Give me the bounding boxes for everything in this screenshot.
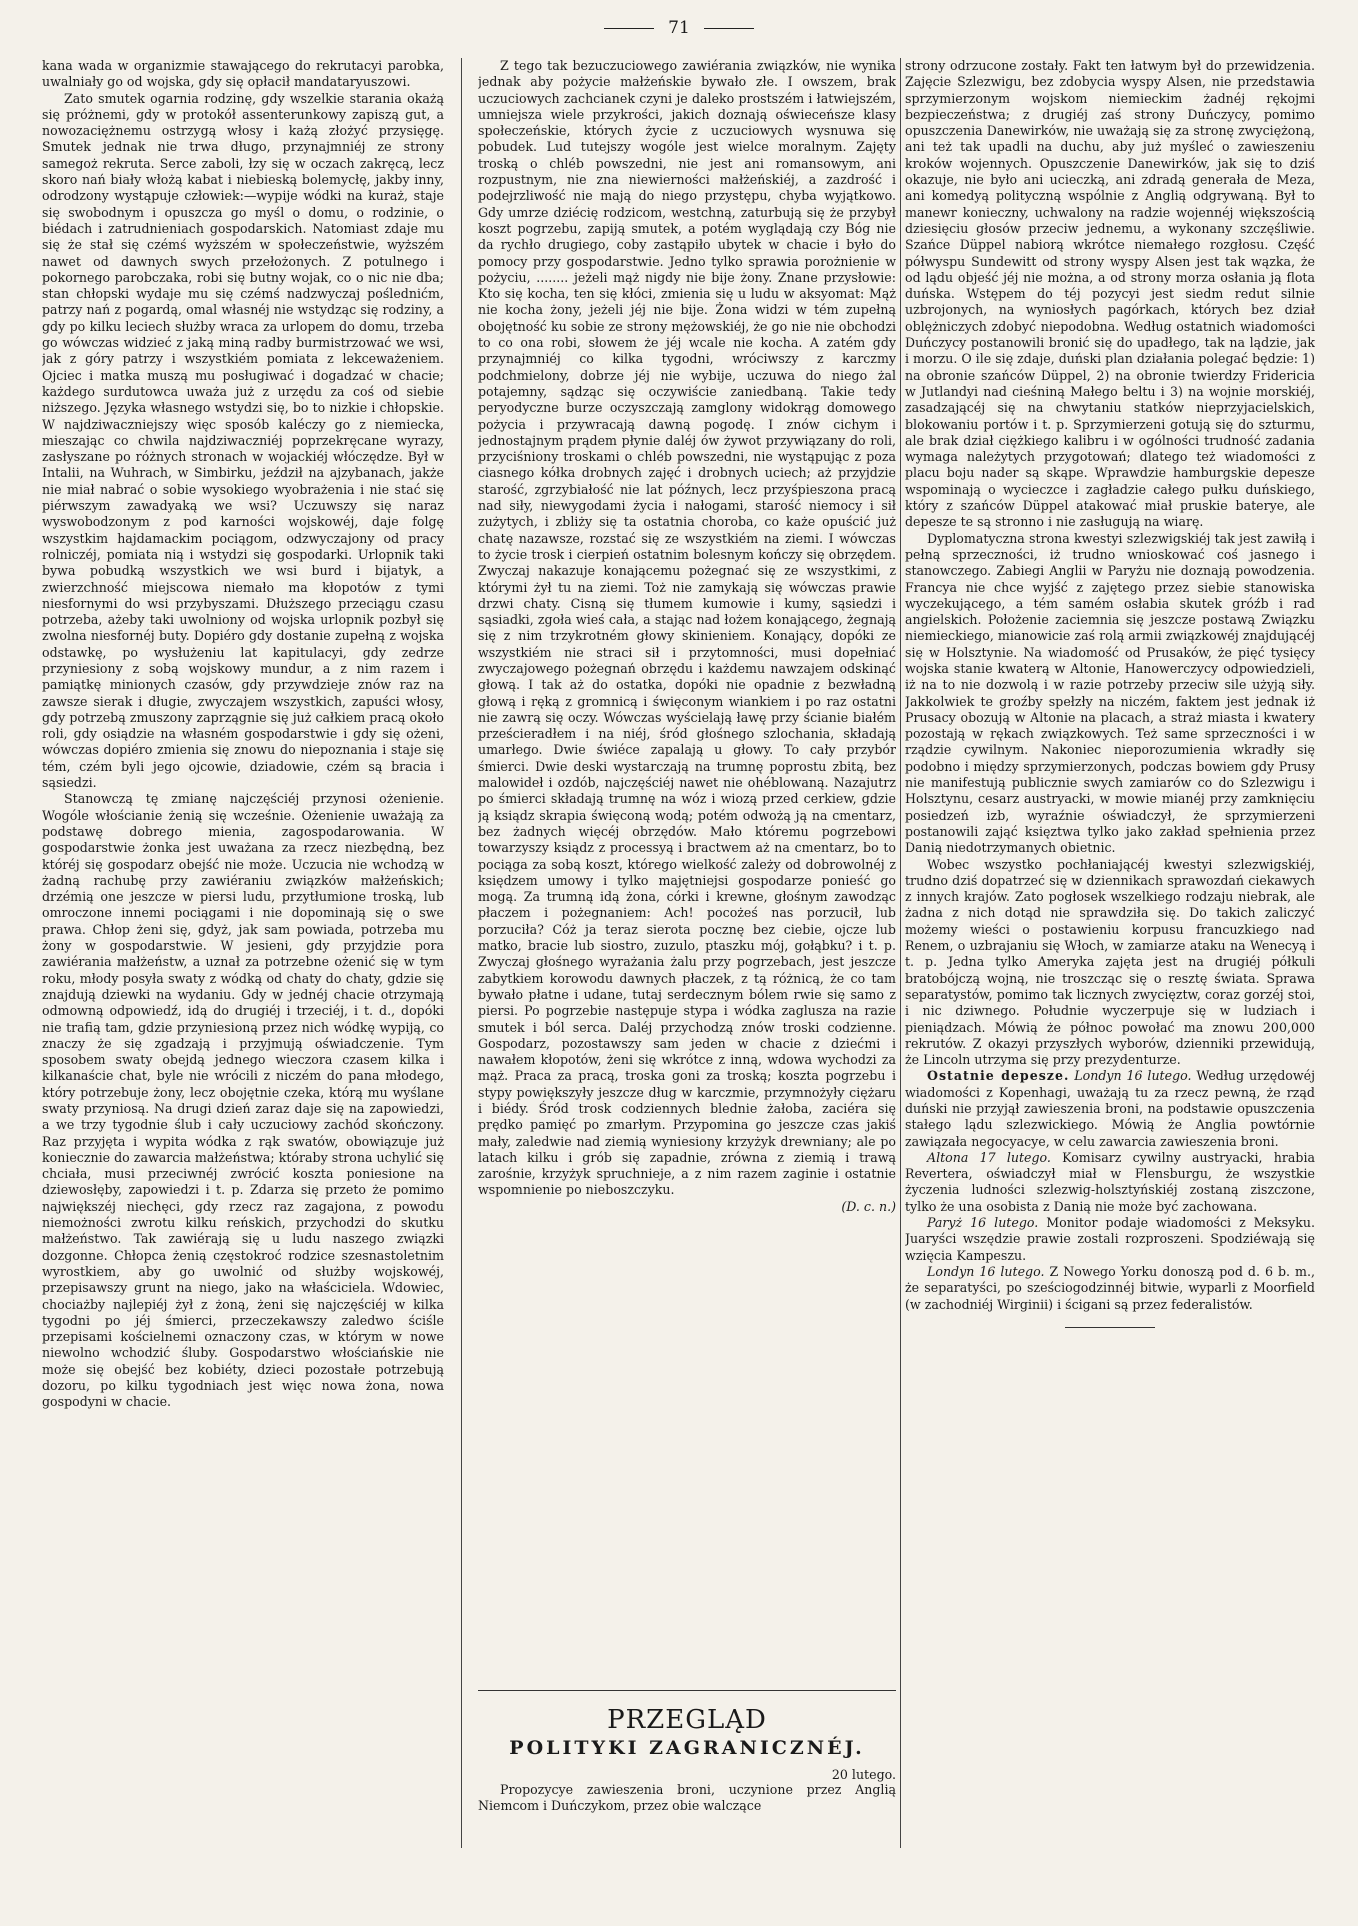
dispatch-4-place: Londyn 16 lutego. bbox=[927, 1263, 1045, 1279]
col1-paragraph-1: kana wada w organizmie stawającego do rekrutacyi parobka, uwalniały go od wojska, gdy się opłacił mandataryuszowi. bbox=[42, 58, 444, 90]
section-title: PRZEGLĄD bbox=[607, 1705, 767, 1735]
dispatch-2 bbox=[905, 1150, 1315, 1215]
dispatches-heading: Ostatnie depesze. bbox=[927, 1068, 1070, 1084]
header-rule-right bbox=[704, 28, 754, 29]
dispatch-4 bbox=[905, 1264, 1315, 1313]
dispatch-4-text: Z Nowego Yorku donoszą pod d. 6 b. m., że separatyści, po sześciogodzinnéj bitwie, wyparli z Moorfield (w zachodniéj Wirginii) i ścigani są przez federalistów. bbox=[905, 1263, 1315, 1312]
section-date: 20 lutego. bbox=[831, 1767, 896, 1782]
dispatch-2-text: Komisarz cywilny austryacki, hrabia Revertera, oświadczył miał w Flensburgu, że wszystkie życzenia ludności szlezwig-holsztyńskiéj zostaną ziszczone, tylko że una osobista z Danią nie może być zachowana. bbox=[905, 1149, 1315, 1214]
section-top-rule bbox=[478, 1690, 896, 1691]
col1-paragraph-2: Zato smutek ogarnia rodzinę, gdy wszelkie starania okażą się próżnemi, gdy w protokół assenterunkowy zapiszą gut, a nowozaciężnemu ostrzygą włosy i każą złożyć przysięgę. Smutek jednak nie trwa długo, przynajmniéj ze strony samegoż rekruta. Serce zaboli, łzy się w oczach zakręcą, lecz skoro nań biały włożą kabat i niebieską bolemycłę, jakby inny, odrodzony wystąpuje człowiek:—wypije wódki na kuraż, staje się swobodnym i opuszcza go myśl o domu, o rodzinie, o biédach i zatrudnieniach gospodarskich. Natomiast zdaje mu się że stał się czémś wyższém w społeczeństwie, wyższém nawet od dawnych swych przełożonych. Z potulnego i pokornego parobczaka, robi się butny wojak, co o nic nie dba; stan chłopski wydaje mu się czémś nadzwyczaj poślednićm, patrzy nań z pogardą, omal własnéj nie wstydząc się rodziny, a gdy po kilku leciech służby wraca za urlopem do domu, trzeba go wówczas widzieć z jaką miną radby burmistrzować we wsi, jak z góry patrzy i wszystkiém pomiata z lekceważeniem. Ojciec i matka muszą mu posługiwać i dogadzać w chacie; każdego surdutowca uważa już z urzędu za coś od siebie niższego. Języka własnego wstydzi się, bo to nizkie i chłopskie. W najdziwaczniejszy więc sposób kaléczy go z niemiecka, mieszając co chwila najdziwaczniéj poprzekręcane wyrazy, zasłyszane po różnych stronach w wojackiéj włóczędze. Był w Intalii, na Wuhrach, w Simbirku, jeździł na ajzybanach, jakże nie miał nabrać o sobie wysokiego wyobrażenia i nie stać się piérwszym zawadyaką we wsi? Uczuwszy się naraz wyswobodzonym z pod karności wojskowéj, daje folgę wszystkim hajdamackim pociągom, odzwyczajony od pracy rolniczéj, pomiata nią i wstydzi się gospodarki. Urlopnik taki bywa pobudką wszystkich we wsi burd i bijatyk, a zwierzchność miejscowa niemało ma kłopotów z tymi niesfornymi do wsi przybyszami. Dłuższego przeciągu czasu potrzeba, ażeby taki uwolniony od wojska urlopnik pozbył się zwolna niesfornéj buty. Dopiéro gdy dostanie zupełną z wojska odstawkę, po wysłużeniu lat kapitulacyi, gdy zedrze przyniesiony z sobą wojskowy mundur, a z nim razem i pamiątkę minionych czasów, gdy przywdzieje znów raz na zawsze sierak i długie, zwyczajem wszystkich, zapuści włosy, gdy potrzebą zmuszony zaprzągnie się już całkiem pracą około roli, gdy osiądzie na własném gospodarstwie i gdy się ożeni, wówczas dopiéro zmienia się znowu do niepoznania i staje się tém, czém byli jego ojcowie, dziadowie, czém są bracia i sąsiedzi. bbox=[42, 90, 444, 791]
dispatch-3-place: Paryż 16 lutego. bbox=[927, 1215, 1039, 1231]
dispatch-1 bbox=[905, 1068, 1315, 1149]
column-3 bbox=[905, 58, 1315, 1838]
foreign-politics-section bbox=[478, 1678, 896, 1815]
dispatch-3-text: Monitor podaje wiadomości z Meksyku. Juaryści wszędzie prawie zostali rozproszeni. Spodziéwają się wzięcia Kampeszu. bbox=[905, 1215, 1315, 1263]
article-signature: (D. c. n.) bbox=[841, 1198, 896, 1214]
col3-paragraph-1: strony odrzucone zostały. Fakt ten łatwym był do przewidzenia. Zajęcie Szlezwigu, bez zdobycia wyspy Alsen, nie przedstawia sprzymierzonym wojskom niemieckim żadnéj rękojmi bezpieczeństwa; z drugiéj zaś strony Duńczycy, pomimo opuszczenia Danewirków, nie uważają się za stronę zwyciężoną, ani też tak upadli na duchu, aby już myśleć o zawieszeniu kroków wojennych. Opuszczenie Danewirków, jak się to dziś okazuje, nie było ani ucieczką, ani zdradą generała de Meza, ani komedyą polityczną wspólnie z Anglią odgrywaną. Był to manewr konieczny, uchwalony na radzie wojennéj większością dziesięciu głosów przeciw jednemu, a wykonany szczęśliwie. Szańce Düppel nabiorą wkrótce niemałego rozgłosu. Część półwyspu Sundewitt od strony wyspy Alsen jest tak wązka, że od lądu objeść jéj nie można, a od strony morza osłania ją flota duńska. Wstępem do téj pozycyi jest siedm redut silnie uzbrojonych, na wyniosłych pagórkach, których bez dział oblężniczych zdobyć niepodobna. Według ostatnich wiadomości Duńczycy postanowili bronić się do upadłego, tak na lądzie, jak i morzu. O ile się zdaje, duński plan działania polegać będzie: 1) na obronie szańców Düppel, 2) na obronie twierdzy Fridericia w Jutlandyi nad cieśniną Małego beltu i 3) na wojnie morskiéj, zasadzającéj się na chwytaniu statków nieprzyjacielskich, blokowaniu portów i t. p. Sprzymierzeni gotują się do szturmu, ale brak dział ciężkiego kalibru i w ogólności trudność zadania wymaga należytych przygotowań; dlatego też wiadomości z placu boju nader są skąpe. Wprawdzie hamburgskie depesze wspominają o wycieczce i zagładzie całego pułku duńskiego, który z szańców Düppel atakować miał pruskie baterye, ale depesze te są stronno i nie zasługują na wiarę. bbox=[905, 58, 1315, 530]
dispatch-1-place: Londyn 16 lutego. bbox=[1074, 1068, 1192, 1084]
header-rule-left bbox=[604, 28, 654, 29]
column-divider-2 bbox=[900, 58, 901, 1848]
col1-paragraph-3: Stanowczą tę zmianę najczęściéj przynosi ożenienie. Wogóle włościanie żenią się wcześnie. Ożenienie uważają za podstawę dobrego mienia, zagospodarowania. W gospodarstwie żonka jest uważana za rzecz niezbędną, bez któréj się gospodarz obejść nie może. Uczucia nie wchodzą w żadną rachubę przy zawiéraniu związków małżeńskich; drzémią one jeszcze w piersi ludu, przytłumione troską, lub omroczone innemi pociągami i nie dopominają się o swe prawa. Chłop żeni się, gdyż, jak sam powiada, potrzeba mu żony w gospodarstwie. W jesieni, gdy przyjdzie pora zawiérania małżeństw, a uznał za potrzebne ożenić się w tym roku, młody posyła swaty z wódką od chaty do chaty, gdzie się znajdują dziewki na wydaniu. Gdy w jednéj chacie otrzymają odmowną odpowiedź, idą do drugiéj i trzeciéj, i t. d., dopóki nie trafią tam, gdzie przyniesioną przez nich wódkę wypiją, co znaczy że się zgadzają i przyjmują oświadczenie. Tym sposobem swaty obejdą jednego wieczora czasem kilka i kilkanaście chat, byle nie wrócili z niczém do pana młodego, który potrzebuje żony, lecz obojętnie czeka, którą mu wyślane swaty przyniosą. Na drugi dzień zaraz daje się na zapowiedzi, a we trzy tygodnie ślub i cały uczuciowy zachód skończony. Raz przyjęta i wypita wódka z rąk swatów, obowiązuje już koniecznie do zawarcia małżeństwa; któraby strona uchylić się chciała, musi przeciwnéj zwrócić koszta poniesione na dziewosłęby, zapowiedzi i t. p. Zdarza się przeto że pomimo największéj niechęci, gdy rzecz raz zagajona, z powodu niemożności zwrotu kilku reńskich, przychodzi do skutku małżeństwo. Tak zawiérają się u ludu naszego związki dozgonne. Chłopca żenią częstokroć rodzice szesnastoletnim wyrostkiem, aby go uwolnić od służby wojskowéj, przepisawszy grunt na niego, jako na właściciela. Wdowiec, chociażby najlepiéj żył z żoną, żeni się najczęściéj w kilka tygodni po jéj śmierci, przeczekawszy zaledwo ściśle przepisami kościelnemi oznaczony czas, w którym w nowe niewolno wchodzić śluby. Gospodarstwo włościańskie nie może się obejść bez kobiéty, dzieci pozostałe potrzebują dozoru, po kilku tygodniach jest więc nowa żona, nowa gospodyni w chacie. bbox=[42, 791, 444, 1410]
section-subtitle: POLITYKI ZAGRANICZNÉJ. bbox=[509, 1737, 865, 1759]
col3-paragraph-3: Wobec wszystko pochłaniającéj kwestyi szlezwigskiéj, trudno dziś dopatrzeć się w dziennikach sprawozdań ciekawych z innych krajów. Zato pogłosek wszelkiego rodzaju niebrak, ale żadna z nich dotąd nie sprawdziła się. Do takich zaliczyć możemy wieści o postawieniu korpusu francuzkiego nad Renem, o uzbrajaniu się Włoch, w zamiarze ataku na Wenecyą i t. p. Jedna tylko Ameryka zajęta jest na drugiéj półkuli bratobójczą wojną, nie troszcząc się o resztę świata. Sprawa separatystów, pomimo tak licznych zwycięztw, coraz gorzéj stoi, i nic dziwnego. Południe wyczerpuje się w ludziach i pieniądzach. Mówią że północ powołać ma znowu 200,000 rekrutów. Z okazyi przyszłych wyborów, dzienniki przewidują, że Lincoln utrzyma się przy prezydenturze. bbox=[905, 856, 1315, 1068]
column-1 bbox=[42, 58, 444, 1848]
dispatch-1-text: Według urzędowéj wiadomości z Kopenhagi, uważają tu za rzecz pewną, że rząd duński nie przyjął zawieszenia broni, na podstawie opuszczenia stałego lądu szlezwickiego. Mówią że Anglia powtórnie zawiązała negocyacye, w celu zawarcia zawieszenia broni. bbox=[905, 1068, 1315, 1149]
column-divider-1 bbox=[461, 58, 462, 1848]
page-header bbox=[0, 18, 1358, 38]
dispatch-3 bbox=[905, 1215, 1315, 1264]
section-intro: Propozycye zawieszenia broni, uczynione przez Anglią Niemcom i Duńczykom, przez obie walczące bbox=[478, 1782, 896, 1814]
dispatch-2-place: Altona 17 lutego. bbox=[927, 1149, 1051, 1165]
column-2 bbox=[478, 58, 896, 1663]
col3-paragraph-2: Dyplomatyczna strona kwestyi szlezwigskiéj tak jest zawiłą i pełną sprzeczności, iż trudno wnioskować coś jasnego i stanowczego. Zabiegi Anglii w Paryżu nie doznają powodzenia. Francya nie chce wyjść z zajętego przez siebie stanowiska wyczekującego, a tém samém osłabia skutek gróźb i rad angielskich. Położenie zaciemnia się jeszcze postawą Związku niemieckiego, mianowicie zaś rolą armii związkowéj znajdującéj się w Holsztynie. Na wiadomość od Prusaków, że pięć tysięcy wojska stanie kwaterą w Altonie, Hanowerczycy odpowiedzieli, iż na to nie dozwolą i w razie potrzeby przeciw sile użyją siły. Jakkolwiek te groźby spełzły na niczém, faktem jest jednak iż Prusacy obozują w Altonie na placach, a straż miasta i kwatery pozostają w rękach związkowych. Też same sprzeczności i w rządzie cywilnym. Nakoniec nieporozumienia wkradły się podobno i między sprzymierzonych, podczas bowiem gdy Prusy nie manifestują publicznie swych zamiarów co do Szlezwigu i Holsztynu, cesarz austryacki, w mowie mianéj przy zamknięciu posiedzeń izb, wyraźnie oświadczył, że sprzymierzeni postanowili zająć księztwa tylko jako zakład spełnienia przez Danią niedotrzymanych obietnic. bbox=[905, 530, 1315, 856]
end-rule bbox=[1065, 1327, 1155, 1328]
col2-paragraph-1: Z tego tak bezuczuciowego zawiérania związków, nie wynika jednak aby pożycie małżeńskie bywało złe. I owszem, brak uczuciowych zachcianek czyni je daleko prostszém i łatwiejszém, umniejsza wiele przykrości, jakich doznają oświeceńsze klasy społeczeńskie, których życie z uczuciowych wysnuwa się pobudek. Lud tutejszy wogóle jest wielce moralnym. Zajęty troską o chléb powszedni, nie jest ani romansowym, ani rozpustnym, nie zna niewierności małżeńskiéj, a zazdrość i podejrzliwość nie mają do niego przystępu, chyba wyjątkowo. Gdy umrze dziécię rodzicom, westchną, zaturbują się że przybył koszt pogrzebu, zapiją smutek, a potém wyglądają czy Bóg nie da rychło drugiego, coby zastąpiło ubytek w chacie i było do pomocy przy gospodarstwie. Jedno tylko sprawia porożnienie w pożyciu, ........ jeżeli mąż nigdy nie bije żony. Znane przysłowie: Kto się kocha, ten się kłóci, zmienia się u ludu w aksyomat: Mąż nie kocha żony, jeżeli jéj nie bije. Żona widzi w tém zupełną obojętność ku sobie ze strony mężowskiéj, że go nie nie obchodzi to co ona robi, słowem że jéj wcale nie kocha. A zatém gdy przynajmniéj co kilka tygodni, wróciwszy z karczmy podchmielony, dobrze jéj nie wybije, uczuwa do niego żal potajemny, sądząc się oczywiście zaniedbaną. Takie tedy peryodyczne burze oczyszczają zamglony widokrąg domowego pożycia i przywracają dawną pogodę. I znów cichym i jednostajnym prądem płynie daléj ów żywot przywiązany do roli, przyciśniony troskami o chléb powszedni, nie wystąpując z poza ciasnego kółka drobnych zajęć i drobnych uciech; aż przyjdzie starość, zgrzybiałość nie lat późnych, lecz przyśpieszona pracą nad siły, niewygodami życia i nałogami, starość niemocy i sił zużytych, i zbliży się ta ostatnia choroba, co każe opuścić już chatę nazawsze, rozstać się ze wszystkiém na ziemi. I wówczas to życie trosk i cierpień ostatnim bolesnym kończy się obrzędem. Zwyczaj nakazuje konającemu pożegnać się ze wszystkimi, z którymi żył tu na ziemi. Toż nie zamykają się wówczas prawie drzwi chaty. Cisną się tłumem kumowie i kumy, sąsiedzi i sąsiadki, zgoła wieś cała, a stając nad łożem konającego, żegnają się z nim trzykrotném głowy skinieniem. Konający, dopóki ze wszystkiém nie straci sił i przytomności, musi dopełniać zwyczajowego pożegnań obrzędu i każdemu nawzajem odskinąć głową. I tak aż do ostatka, dopóki nie opadnie z bezwładną głową i ręką z gromnicą i święconym wiankiem i po raz ostatni nie zawrą się oczy. Wówczas wyścielają ławę przy ścianie białém prześcieradłem i na niéj, śród głośnego szlochania, składają umarłego. Dwie świéce zapalają u głowy. To cały przybór śmierci. Dwie deski wystarczają na trumnę poprostu zbitą, bez malowideł i ozdób, najczęściéj nawet nie ohéblowaną. Nazajutrz po śmierci składają trumnę na wóz i wiozą przed cerkiew, gdzie ją ksiądz skrapia święconą wodą; potém odwożą ją na cmentarz, bez żadnych więcéj obrzędów. Mało któremu pogrzebowi towarzyszy ksiądz z processyą i bractwem aż na cmentarz, bo to pociąga za sobą koszt, którego wielkość zależy od dobrowolnéj z księdzem umowy i tylko majętniejsi gospodarze ponieść go mogą. Za trumną idą żona, córki i krewne, głośnym zawodząc płaczem i pożegnaniem: Ach! pocożeś nas porzucił, lub porzuciła? Cóż ja teraz sierota pocznę bez ciebie, ojcze lub matko, bracie lub siostro, zuzulo, ptaszku mój, gołąbku? i t. p. Zwyczaj głośnego wyrażania żalu przy pogrzebach, jest jeszcze zabytkiem korowodu dawnych płaczek, z tą różnicą, że co tam bywało płatne i udane, tutaj serdecznym bólem rwie się samo z piersi. Po pogrzebie następuje stypa i wódka zaglusza na razie smutek i ból serca. Daléj przychodzą znów troski codzienne. Gospodarz, pozostawszy sam jeden w chacie z dziećmi i nawałem kłopotów, żeni się wkrótce z inną, wdowa wychodzi za mąż. Praca za pracą, troska goni za troską; koszta pogrzebu i stypy powiększyły jeszcze dług w karczmie, przymnożyły ciężaru i biédy. Śród trosk codziennych blednie żałoba, zaciéra się prędko pamięć po zmarłym. Przypomina go jeszcze czas jakiś mały, zaledwie nad ziemią wyniesiony krzyżyk drewniany; ale po latach kilku i grób się zapadnie, zrówna z ziemią i trawą zarośnie, krzyżyk spruchnieje, a z nim razem zaginie i ostatnie wspomnienie po nieboszczyku. bbox=[478, 58, 896, 1198]
page-number: 71 bbox=[668, 18, 690, 38]
